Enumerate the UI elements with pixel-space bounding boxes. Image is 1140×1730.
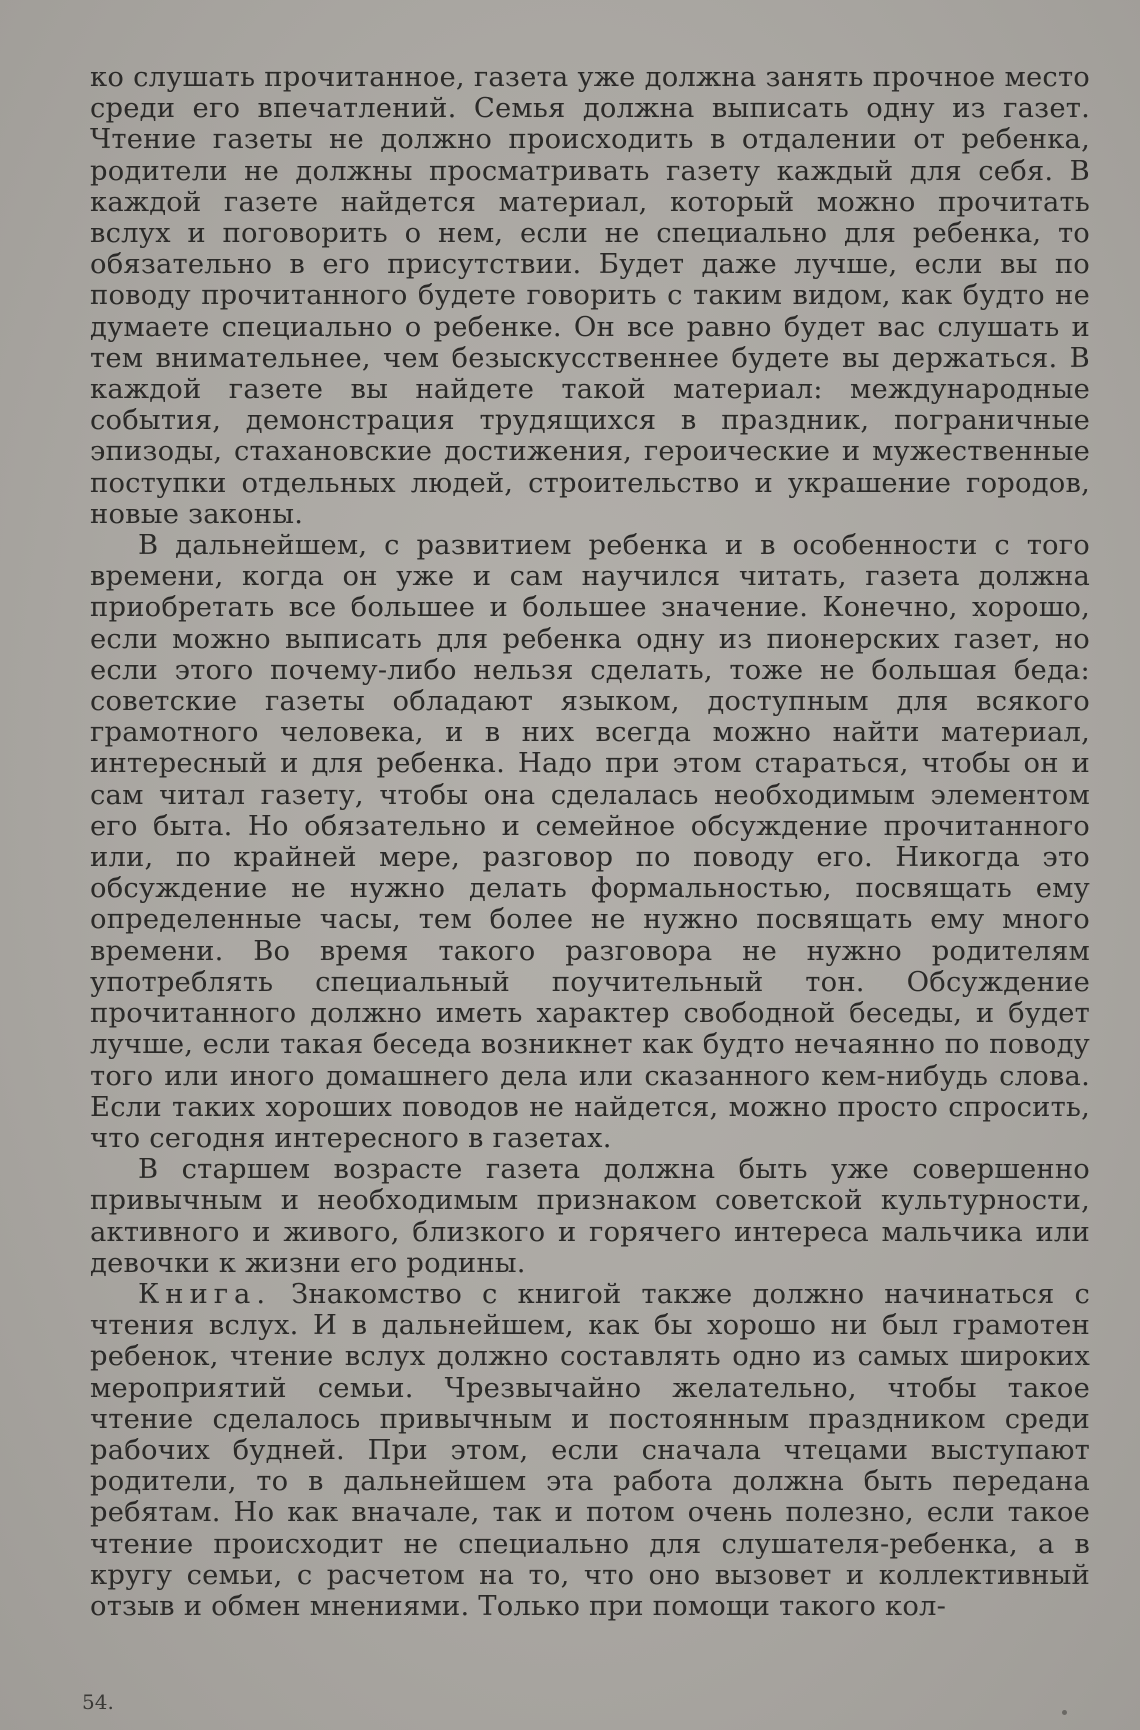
body-text: [90, 62, 1090, 1622]
paragraph-newspaper-older-age: [90, 1154, 1090, 1279]
paragraph-text: В дальнейшем, с развитием ребенка и в особенности с того времени, когда он уже и сам научился читать, газета должна приобретать все большее и большее значение. Конечно, хорошо, если можно выписать для ребенка одну из пионерских газет, но если этого почему-либо нельзя сделать, тоже не большая беда: советские газеты обладают языком, доступным для всякого грамотного человека, и в них всегда можно найти материал, интересный и для ребенка. Надо при этом стараться, чтобы он и сам читал газету, чтобы она сделалась необходимым элементом его быта. Но обязательно и семейное обсуждение прочитанного или, по крайней мере, разговор по поводу его. Никогда это обсуждение не нужно делать формальностью, посвящать ему определенные часы, тем более не нужно посвящать ему много времени. Во время такого разговора не нужно родителям употреблять специальный поучительный тон. Обсуждение прочитанного должно иметь характер свободной беседы, и будет лучше, если такая беседа возникнет как будто нечаянно по поводу того или иного домашнего дела или сказанного кем-нибудь слова. Если таких хороших поводов не найдется, можно просто спросить, что сегодня интересного в газетах.: [90, 530, 1090, 1154]
paragraph-newspaper-development: [90, 530, 1090, 1154]
print-speck: [1062, 1710, 1067, 1715]
paragraph-text: ко слушать прочитанное, газета уже должна занять прочное место среди его впечатлений. Семья должна выписать одну из газет. Чтение газеты не должно происходить в отдалении от ребенка, родители не должны просматривать газету каждый для себя. В каждой газете найдется материал, который можно прочитать вслух и поговорить о нем, если не специально для ребенка, то обязательно в его присутствии. Будет даже лучше, если вы по поводу прочитанного будете говорить с таким видом, как будто не думаете специально о ребенке. Он все равно будет вас слушать и тем внимательнее, чем безыскусственнее будете вы держаться. В каждой газете вы найдете такой материал: международные события, демонстрация трудящихся в праздник, пограничные эпизоды, стахановские достижения, героические и мужественные поступки отдельных людей, строительство и украшение городов, новые законы.: [90, 62, 1090, 530]
paragraph-book: [90, 1279, 1090, 1622]
section-heading-book: Книга.: [138, 1278, 272, 1310]
page-number: 54.: [82, 1690, 114, 1714]
paragraph-text: В старшем возрасте газета должна быть уже совершенно привычным и необходимым признаком советской культурности, активного и живого, близкого и горячего интереса мальчика или девочки к жизни его родины.: [90, 1154, 1090, 1279]
paragraph-newspaper-family: [90, 62, 1090, 530]
paragraph-text: Знакомство с книгой также должно начинаться с чтения вслух. И в дальнейшем, как бы хорошо ни был грамотен ребенок, чтение вслух должно составлять одно из самых широких мероприятий семьи. Чрезвычайно желательно, чтобы такое чтение сделалось привычным и постоянным праздником среди рабочих будней. При этом, если сначала чтецами выступают родители, то в дальнейшем эта работа должна быть передана ребятам. Но как вначале, так и потом очень полезно, если такое чтение происходит не специально для слушателя-ребенка, а в кругу семьи, с расчетом на то, что оно вызовет и коллективный отзыв и обмен мнениями. Только при помощи такого кол-: [90, 1278, 1090, 1622]
